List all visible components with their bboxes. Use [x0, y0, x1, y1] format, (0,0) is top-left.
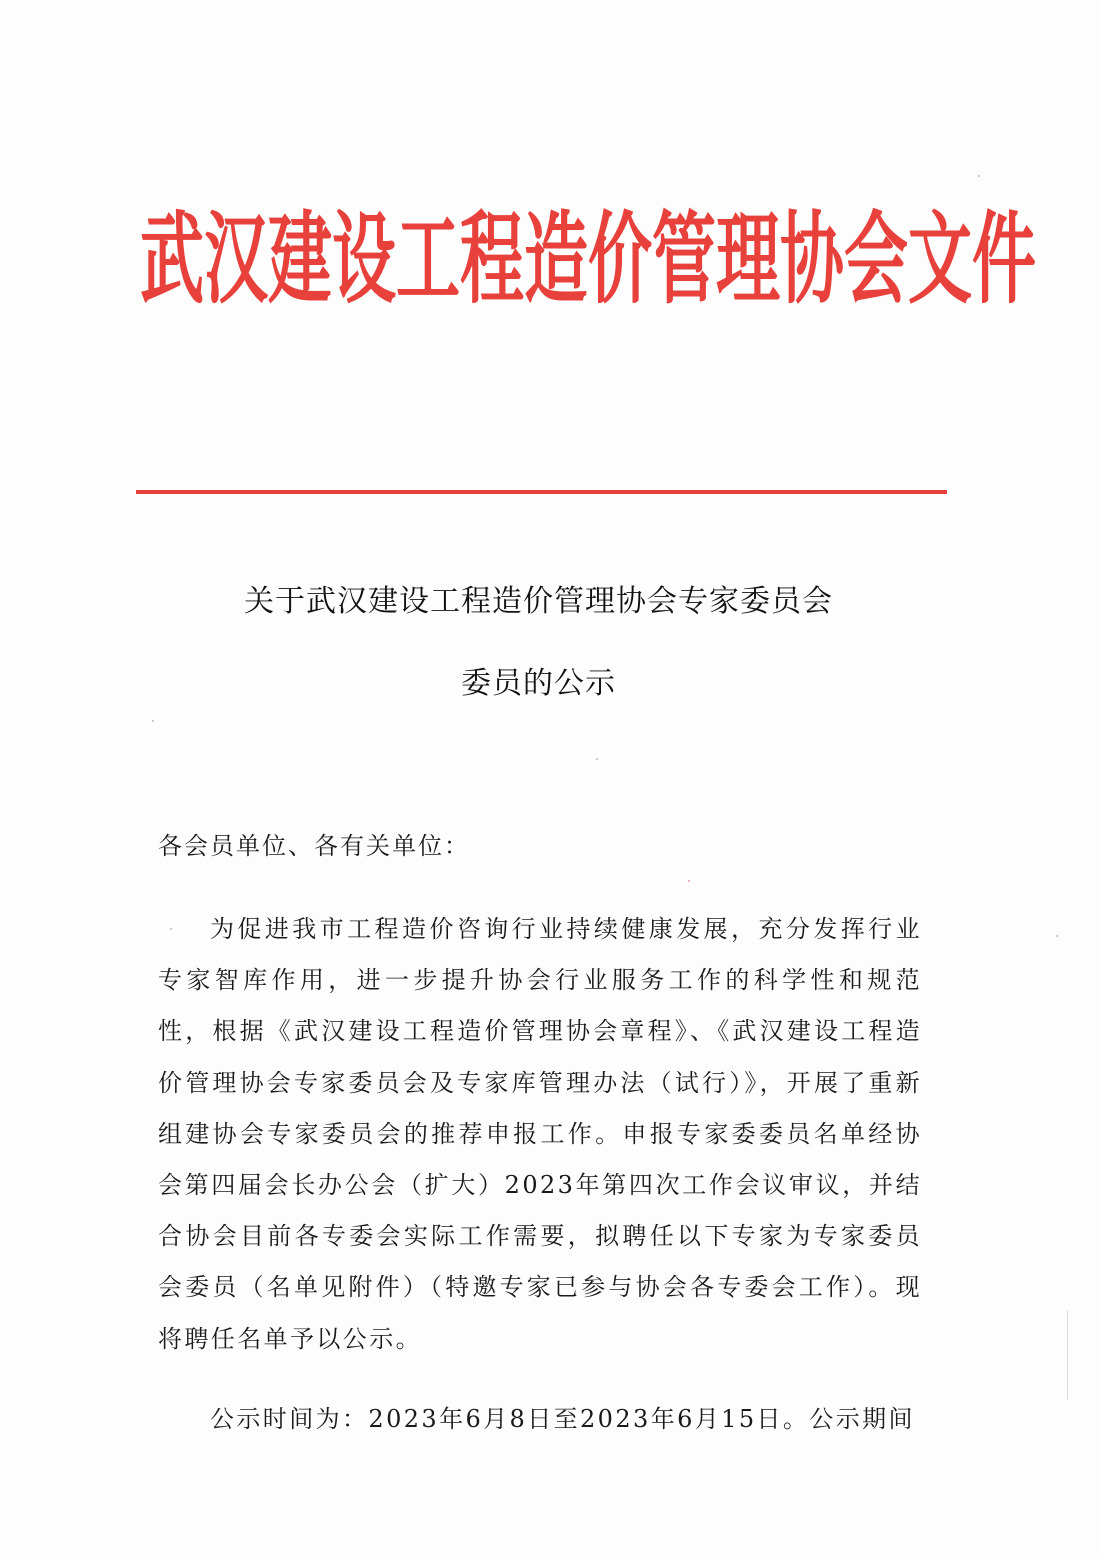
masthead-char: 武 — [140, 203, 204, 319]
document-title-line-2: 委员的公示 — [461, 666, 616, 701]
masthead-char: 造 — [524, 203, 588, 319]
masthead-char: 管 — [652, 203, 716, 319]
scan-speck — [152, 720, 154, 722]
masthead-char: 件 — [972, 203, 1036, 319]
scan-speck — [688, 880, 690, 882]
scan-speck — [1056, 935, 1058, 937]
scan-speck — [978, 175, 980, 177]
masthead-char: 程 — [460, 203, 524, 319]
masthead-char: 价 — [588, 203, 652, 319]
body-paragraph-1: 为促进我市工程造价咨询行业持续健康发展，充分发挥行业专家智库作用，进一步提升协会行业服务工作的科学性和规范性，根据《武汉建设工程造价管理协会章程》、《武汉建设工程造价管理协会专家委员会及专家库管理办法（试行）》，开展了重新组建协会专家委员会的推荐申报工作。申报专家委委员名单经协会第四届会长办公会（扩大）2023年第四次工作会议审议，并结合协会目前各专委会实际工作需要，拟聘任以下专家为专家委员会委员（名单见附件）（特邀专家已参与协会各专委会工作）。现将聘任名单予以公示。 — [158, 915, 922, 1353]
masthead-char: 会 — [844, 203, 908, 319]
scan-edge-mark — [1067, 1310, 1068, 1400]
scan-speck — [596, 758, 598, 760]
masthead-char: 协 — [780, 203, 844, 319]
masthead-char: 理 — [716, 203, 780, 319]
salutation: 各会员单位、各有关单位： — [158, 832, 470, 860]
masthead-char: 汉 — [204, 203, 268, 319]
document-title-line-1: 关于武汉建设工程造价管理协会专家委员会 — [244, 584, 833, 619]
masthead-char: 工 — [396, 203, 460, 319]
body-paragraph-2: 公示时间为：2023年6月8日至2023年6月15日。公示期间 — [210, 1405, 915, 1433]
masthead-char: 设 — [332, 203, 396, 319]
scan-speck — [170, 928, 172, 930]
masthead-char: 文 — [908, 203, 972, 319]
red-divider-rule — [136, 490, 947, 494]
masthead-title — [140, 196, 1036, 326]
masthead-char: 建 — [268, 203, 332, 319]
